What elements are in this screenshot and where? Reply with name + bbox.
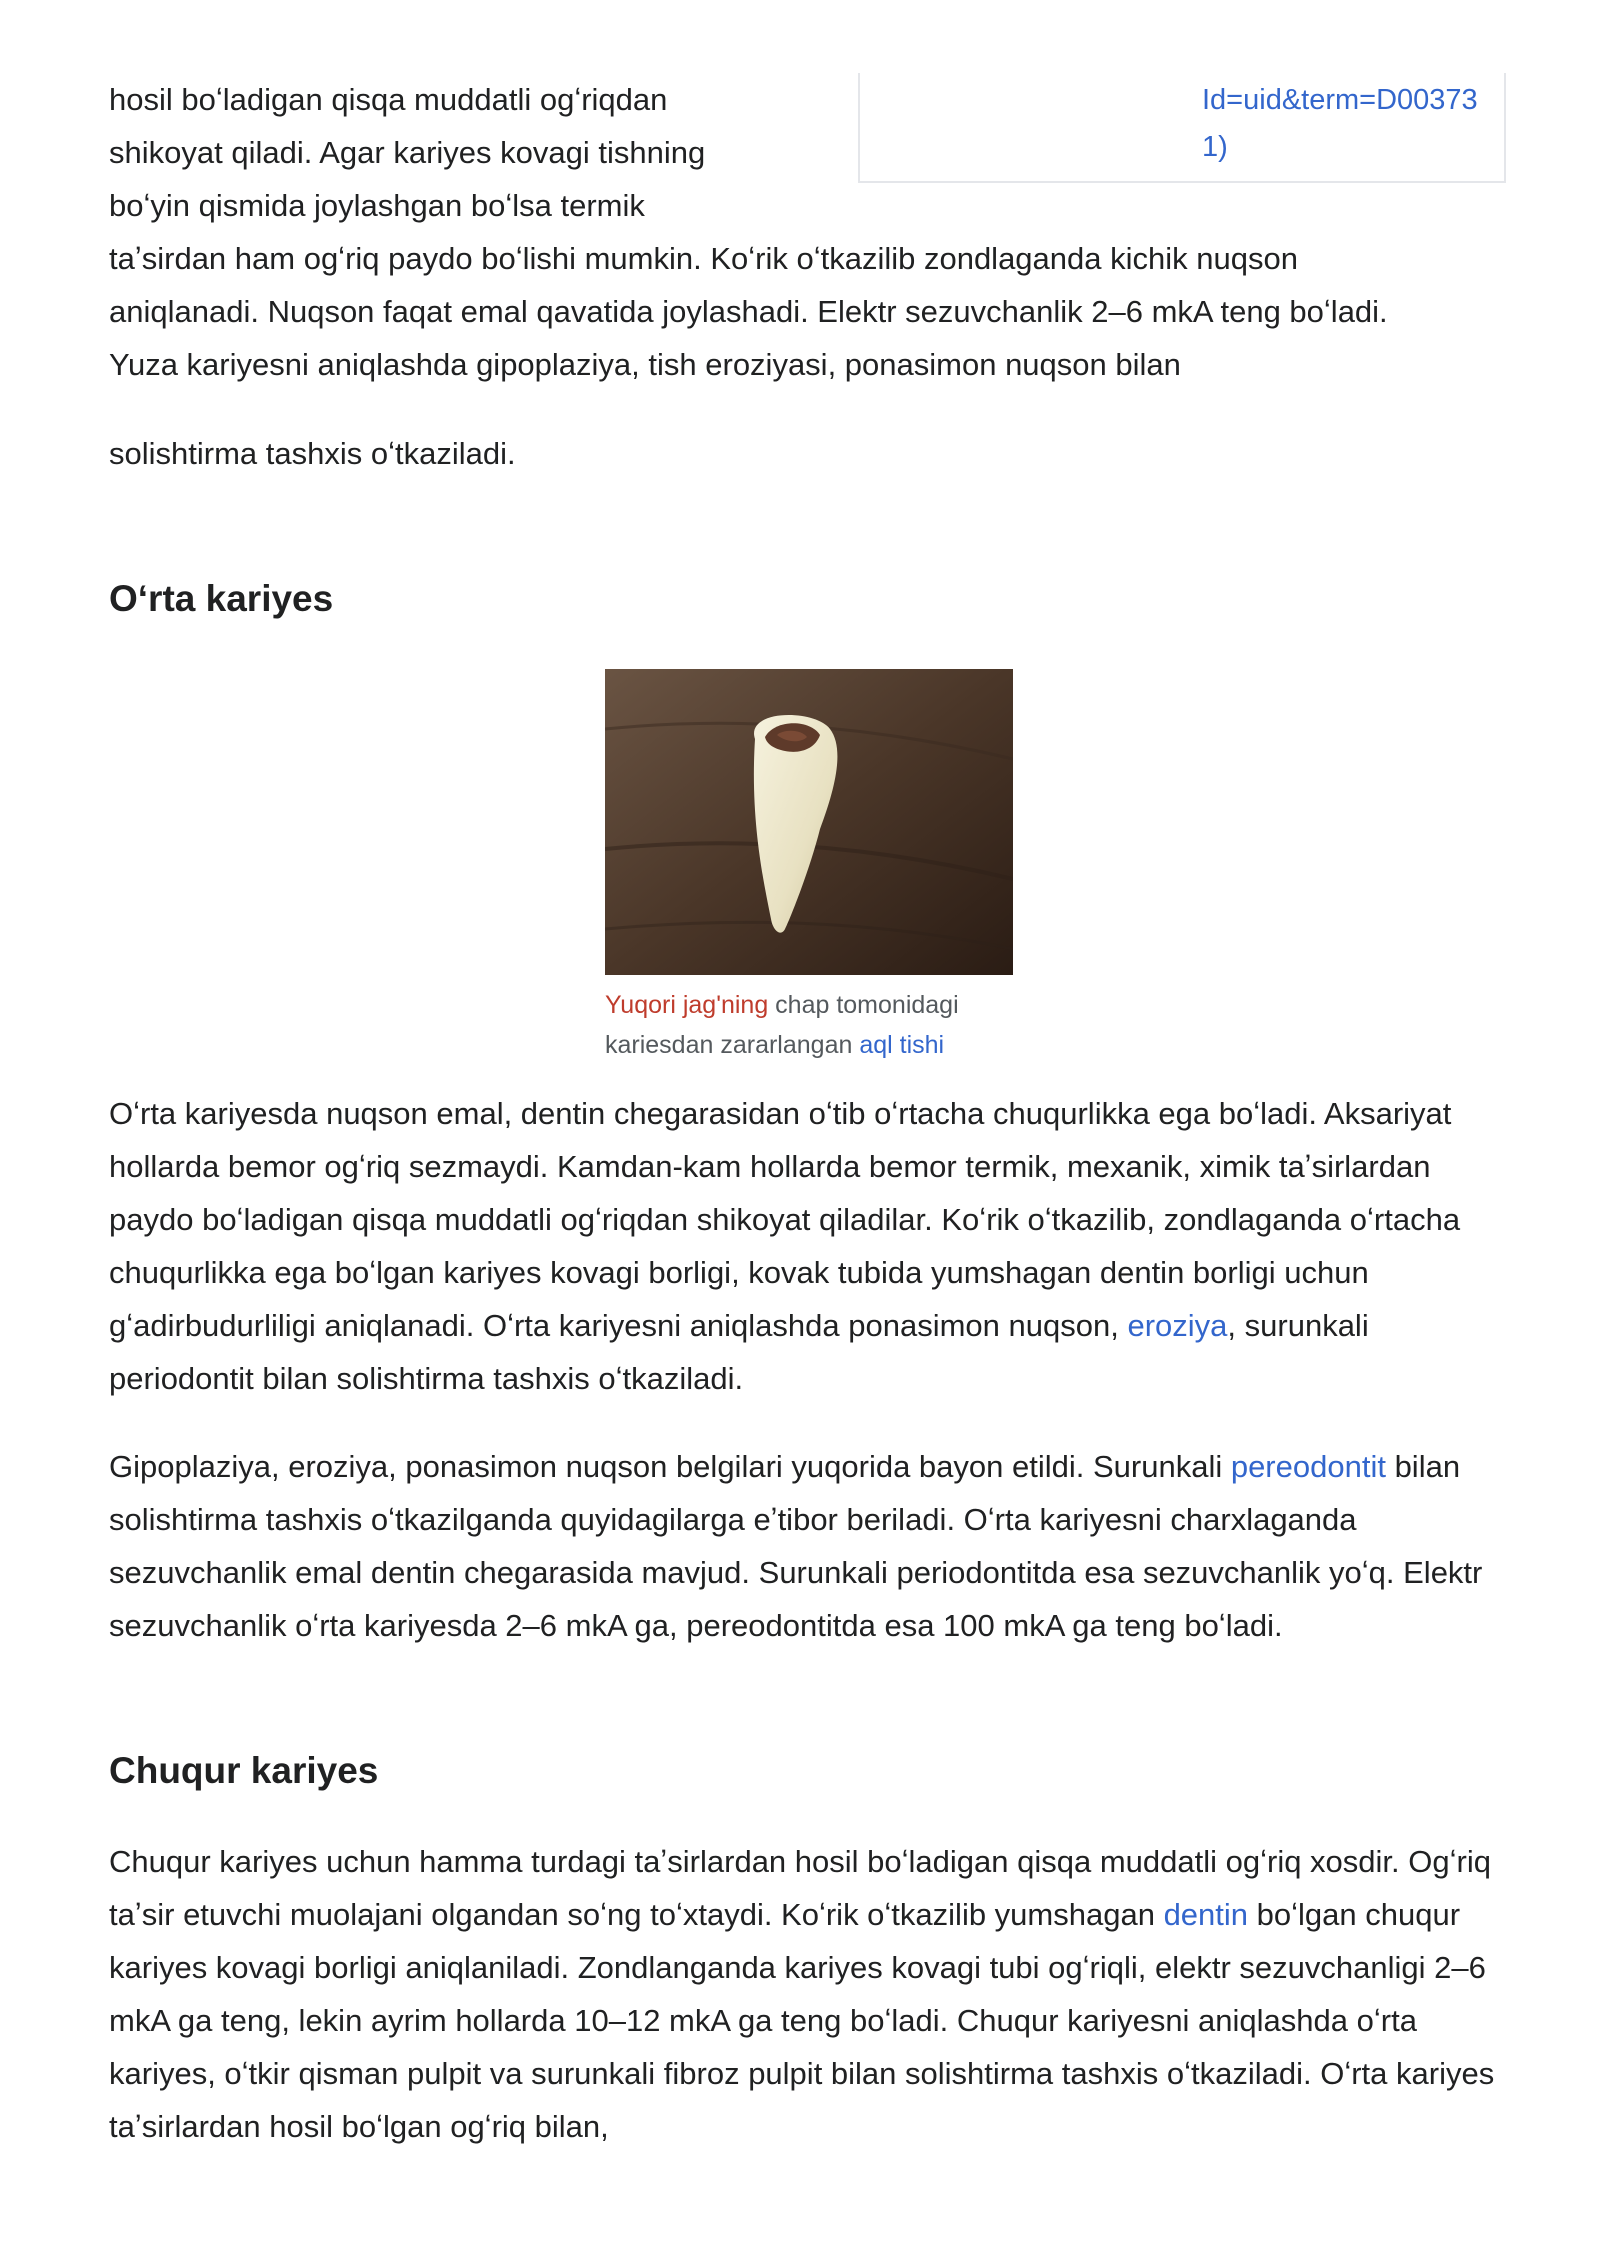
link-pereodontit[interactable]: pereodontit [1230, 1449, 1386, 1484]
tooth-image [605, 669, 1013, 975]
caption-text: chap tomonidagi kariesdan zararlangan [605, 991, 959, 1059]
text-line: boʻyin qismida joylashgan boʻlsa termik [109, 188, 645, 223]
top-full-lines [109, 232, 1509, 391]
link-eroziya[interactable]: eroziya [1127, 1308, 1228, 1343]
figure [605, 669, 1015, 1065]
paragraph-text-b: , surunkali periodontit bilan solishtirma tashxis oʻtkaziladi. [109, 1308, 1369, 1396]
paragraph-text-a: Oʻrta kariyesda nuqson emal, dentin chegarasidan oʻtib oʻrtacha chuqurlikka ega boʻladi. Aksariyat hollarda bemor ogʻriq sezmaydi. Kamdan-kam hollarda bemor termik, mexanik, ximik taʼsirlardan paydo boʻladigan qisqa muddatli ogʻriqdan shikoyat qiladilar. Koʻrik oʻtkazilib, zondlaganda oʻrtacha chuqurlikka ega boʻlgan kariyes kovagi borligi, kovak tubida yumshagan dentin borligi uchun gʻadirbudurliligi aniqlanadi. Oʻrta kariyesni aniqlashda ponasimon nuqson, [109, 1096, 1461, 1343]
text-line: shikoyat qiladi. Agar kariyes kovagi tishning [109, 135, 706, 170]
caption-link-aql-tishi[interactable]: aql tishi [859, 1031, 945, 1059]
paragraph-text-b: boʻlgan chuqur kariyes kovagi borligi aniqlaniladi. Zondlanganda kariyes kovagi tubi ogʻriqli, elektr sezuvchanligi 2–6 mkA ga teng, lekin ayrim hollarda 10–12 mkA ga teng boʻladi. Chuqur kariyesni aniqlashda oʻrta kariyes, oʻtkir qisman pulpit va surunkali fibroz pulpit bilan solishtirma tashxis oʻtkaziladi. Oʻrta kariyes taʼsirlardan hosil boʻlgan ogʻriq bilan, [109, 1897, 1495, 2144]
paragraph-chuqur [109, 1835, 1509, 2153]
caption-link-yuqori-jag[interactable]: Yuqori jag'ning [605, 991, 769, 1019]
paragraph-orta-2 [109, 1440, 1509, 1652]
paragraph-text [109, 1835, 1509, 2153]
link-dentin[interactable]: dentin [1163, 1897, 1249, 1932]
paragraph-text [109, 1087, 1509, 1405]
paragraph-text [109, 1440, 1509, 1652]
text-line: hosil boʻladigan qisqa muddatli ogʻriqdan [109, 82, 668, 117]
text-line: aniqlanadi. Nuqson faqat emal qavatida joylashadi. Elektr sezuvchanlik 2–6 mkA teng boʻladi. [109, 294, 1388, 329]
top-narrow-lines [109, 73, 849, 232]
paragraph-text-b: bilan solishtirma tashxis oʻtkazilganda quyidagilarga eʼtibor beriladi. Oʻrta kariyesni charxlaganda sezuvchanlik emal dentin chegarasida mavjud. Surunkali periodontitda esa sezuvchanlik yoʻq. Elektr sezuvchanlik oʻrta kariyesda 2–6 mkA ga, pereodontitda esa 100 mkA ga teng boʻladi. [109, 1449, 1483, 1643]
text-line: taʼsirdan ham ogʻriq paydo boʻlishi mumkin. Koʻrik oʻtkazilib zondlaganda kichik nuqson [109, 241, 1298, 276]
figure-caption [605, 985, 1015, 1065]
top-end-paragraph [109, 427, 1509, 480]
paragraph-orta-1 [109, 1087, 1509, 1405]
paragraph-text-a: Gipoplaziya, eroziya, ponasimon nuqson belgilari yuqorida bayon etildi. Surunkali [109, 1449, 1231, 1484]
text-line: solishtirma tashxis oʻtkaziladi. [109, 436, 516, 471]
tooth-photo[interactable] [605, 669, 1013, 975]
reference-link[interactable]: Id=uid&term=D003731) [1202, 84, 1478, 163]
reference-box [858, 73, 1506, 183]
section-heading-orta-kariyes: Oʻrta kariyes [109, 578, 334, 619]
section-heading-chuqur-kariyes: Chuqur kariyes [109, 1750, 379, 1791]
paragraph-text-a: Chuqur kariyes uchun hamma turdagi taʼsirlardan hosil boʻladigan qisqa muddatli ogʻriq xosdir. Ogʻriq taʼsir etuvchi muolajani olgandan soʻng toʻxtaydi. Koʻrik oʻtkazilib yumshagan [109, 1844, 1491, 1932]
text-line: Yuza kariyesni aniqlashda gipoplaziya, tish eroziyasi, ponasimon nuqson bilan [109, 347, 1181, 382]
